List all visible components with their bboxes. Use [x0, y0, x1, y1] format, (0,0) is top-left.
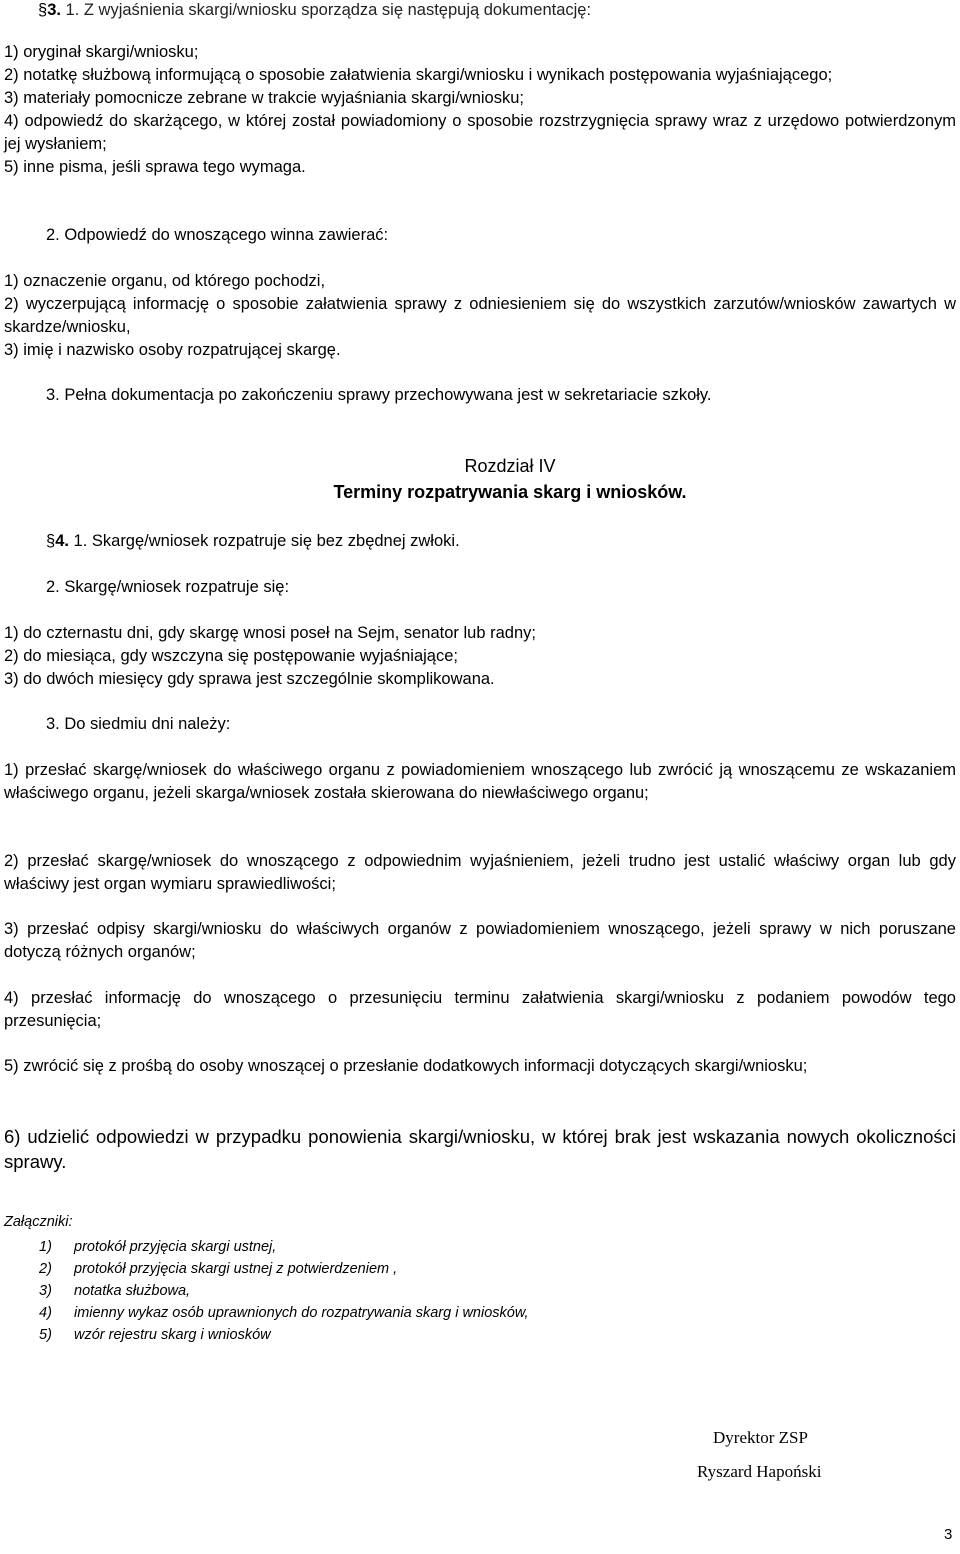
attachments-label: Załączniki: — [4, 1214, 73, 1230]
list-item: 3) do dwóch miesięcy gdy sprawa jest szczególnie skomplikowana. — [4, 670, 495, 688]
sec4-p3-item-1: 1) przesłać skargę/wniosek do właściwego organu z powiadomieniem wnoszącego lub zwrócić ją wnoszącemu ze wskazaniem właściwego organu, jeżeli skarga/wniosek została skierowana do niewłaściwego organu; — [4, 761, 956, 802]
sec3-p2-heading: 2. Odpowiedź do wnoszącego winna zawierać: — [46, 226, 389, 244]
sec4-p3-item-5: 5) zwrócić się z prośbą do osoby wnoszącej o przesłanie dodatkowych informacji dotyczących skargi/wniosku; — [4, 1057, 808, 1075]
attachments-list — [4, 1236, 956, 1346]
sec4-p2-list — [4, 622, 956, 691]
signature-role: Dyrektor ZSP — [713, 1428, 808, 1447]
list-item: 2) notatkę służbową informującą o sposobie załatwienia skargi/wniosku i wynikach postępowania wyjaśniającego; — [4, 66, 833, 84]
section-number: 3. — [47, 1, 61, 19]
sec4-p3-heading: 3. Do siedmiu dni należy: — [46, 715, 231, 733]
list-item: 2) do miesiąca, gdy wszczyna się postępowanie wyjaśniające; — [4, 647, 458, 665]
attachment-item: 1) protokół przyjęcia skargi ustnej, — [39, 1239, 277, 1255]
paragraph-sign: § — [38, 1, 48, 19]
section-heading-text: 1. Skargę/wniosek rozpatruje się bez zbędnej zwłoki. — [68, 532, 460, 550]
attachment-item: 4) imienny wykaz osób uprawnionych do rozpatrywania skarg i wniosków, — [39, 1305, 529, 1321]
signature-name: Ryszard Hapoński — [697, 1462, 822, 1481]
list-item: 1) do czternastu dni, gdy skargę wnosi poseł na Sejm, senator lub radny; — [4, 624, 536, 642]
paragraph-sign: § — [46, 532, 56, 550]
chapter-title: Rozdział IV — [464, 456, 556, 476]
sec4-p3-item-4: 4) przesłać informację do wnoszącego o przesunięciu terminu załatwienia skargi/wniosku z podaniem powodów tego przesunięcia; — [4, 989, 956, 1030]
sec4-p3-item-2: 2) przesłać skargę/wniosek do wnoszącego z odpowiednim wyjaśnieniem, jeżeli trudno jest ustalić właściwy organ lub gdy właściwy jest organ wymiaru sprawiedliwości; — [4, 852, 956, 893]
attachment-item: 5) wzór rejestru skarg i wniosków — [39, 1327, 271, 1343]
chapter-subtitle: Terminy rozpatrywania skarg i wniosków. — [333, 482, 687, 502]
section-4-heading — [46, 530, 956, 553]
section-3-heading — [38, 0, 956, 22]
section-number: 4. — [55, 532, 69, 550]
sec3-p2-list — [4, 270, 956, 362]
sec4-p3-item-3: 3) przesłać odpisy skargi/wniosku do właściwych organów z powiadomieniem wnoszącego, jeżeli sprawy w nich poruszane dotyczą różnych organów; — [4, 920, 956, 961]
sec3-p3: 3. Pełna dokumentacja po zakończeniu sprawy przechowywana jest w sekretariacie szkoły. — [46, 386, 712, 404]
attachment-item: 2) protokół przyjęcia skargi ustnej z potwierdzeniem , — [39, 1261, 398, 1277]
sec3-list — [4, 41, 956, 179]
list-item: 3) imię i nazwisko osoby rozpatrującej skargę. — [4, 341, 341, 359]
list-item: 1) oznaczenie organu, od którego pochodzi, — [4, 272, 326, 290]
sec4-p2-heading: 2. Skargę/wniosek rozpatruje się: — [46, 578, 290, 596]
section-heading-text: 1. Z wyjaśnienia skargi/wniosku sporządza się następują dokumentację: — [60, 1, 592, 19]
list-item: 3) materiały pomocnicze zebrane w trakcie wyjaśniania skargi/wniosku; — [4, 89, 524, 107]
list-item: 2) wyczerpującą informację o sposobie załatwienia sprawy z odniesieniem się do wszystkich zarzutów/wniosków zawartych w skardze/wniosku, — [4, 295, 956, 336]
sec4-p3-item-6: 6) udzielić odpowiedzi w przypadku ponowienia skargi/wniosku, w której brak jest wskazania nowych okoliczności sprawy. — [4, 1126, 956, 1172]
page-number: 3 — [944, 1526, 953, 1543]
attachment-item: 3) notatka służbowa, — [39, 1283, 191, 1299]
list-item: 1) oryginał skargi/wniosku; — [4, 43, 199, 61]
list-item: 4) odpowiedź do skarżącego, w której został powiadomiony o sposobie rozstrzygnięcia sprawy wraz z urzędowo potwierdzonym jej wysłaniem; — [4, 112, 956, 153]
list-item: 5) inne pisma, jeśli sprawa tego wymaga. — [4, 158, 306, 176]
